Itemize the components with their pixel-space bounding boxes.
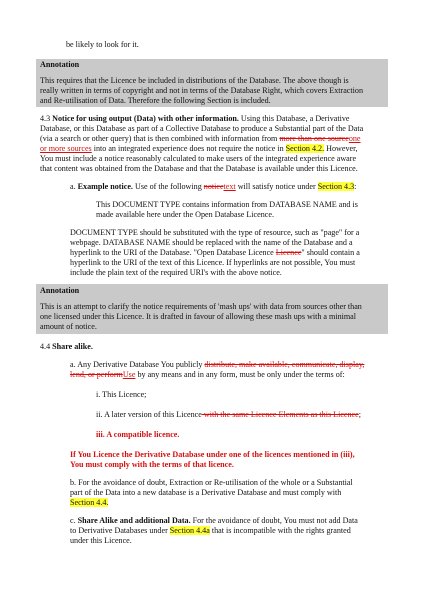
- highlighted-reference[interactable]: Section 4.3: [317, 182, 355, 191]
- section-4-3-line: that content was obtained from the Database and that the Database is available under this Licence.: [40, 164, 358, 173]
- share-alike-c-line: [70, 526, 351, 536]
- section-number: 4.4: [40, 342, 53, 351]
- section-text: hyperlink to the URI of the Database. "Open Database Licence: [70, 248, 276, 257]
- annotation-line: amount of notice.: [40, 322, 97, 331]
- highlighted-reference[interactable]: Section 4.4a: [169, 526, 210, 535]
- section-text: " should contain a: [301, 248, 360, 257]
- inserted-text: or more sources: [40, 144, 92, 153]
- deleted-text: lend, or perform: [70, 370, 123, 379]
- notice-text-line: This DOCUMENT TYPE contains information from DATABASE NAME and is: [96, 200, 358, 209]
- share-alike-c-line: [70, 516, 358, 526]
- inserted-text: Use: [122, 370, 136, 379]
- list-label: c.: [70, 516, 78, 525]
- annotation-line: This is an attempt to clarify the notice requirements of 'mash ups' with data from sources other than: [40, 302, 362, 311]
- list-item-iii: iii. A compatible licence.: [96, 430, 180, 439]
- annotation-line: really written in terms of copyright and not in terms of the Database Right, which covers Extraction: [40, 86, 363, 95]
- section-text: that is incompatible with the rights granted: [209, 526, 351, 535]
- compatible-licence-note: You must comply with the terms of that licence.: [70, 460, 234, 469]
- annotation-line: and Re-utilisation of Data. Therefore the following Section is included.: [40, 96, 271, 105]
- deleted-text: with the same Licence Elements as this Licence: [201, 410, 359, 419]
- section-title: Share alike.: [52, 342, 93, 351]
- section-text: by any means and in any form, must be only under the terms of:: [135, 370, 345, 379]
- section-4-3-line: [40, 134, 361, 144]
- section-title: Share Alike and additional Data.: [77, 516, 191, 525]
- section-text: Using this Database, a Derivative: [238, 114, 350, 123]
- annotation-title: Annotation: [40, 60, 80, 69]
- doc-type-line: [70, 248, 360, 258]
- section-4-3-line: You must include a notice reasonably calculated to make users of the integrated experience aware: [40, 154, 357, 163]
- list-item-ii: [96, 410, 361, 420]
- list-item-i: i. This Licence;: [96, 390, 147, 399]
- example-title: Example notice.: [77, 182, 133, 191]
- section-4-3-line: [40, 114, 349, 124]
- share-alike-a-line: [70, 360, 364, 370]
- example-notice-line: [70, 182, 356, 192]
- deleted-text: Licence: [275, 248, 302, 257]
- share-alike-b-line: b. For the avoidance of doubt, Extraction or Re-utilisation of the whole or a Substantial: [70, 478, 353, 487]
- annotation-line: one licensed under this Licence. It is drafted in favour of allowing these mash ups with a minimal: [40, 312, 357, 321]
- section-text: For the avoidance of doubt, You must not add Data: [190, 516, 358, 525]
- section-text: to Derivative Databases under: [70, 526, 170, 535]
- share-alike-b-line: part of the Data into a new database is a Derivative Database and must comply with: [70, 488, 342, 497]
- doc-type-line: DOCUMENT TYPE should be substituted with the type of resource, such as "page" for a: [70, 228, 360, 237]
- highlighted-reference[interactable]: Section 4.2.: [285, 144, 325, 153]
- section-title: Notice for using output (Data) with other information.: [52, 114, 239, 123]
- share-alike-a-line: [70, 370, 345, 380]
- section-text: will satisfy notice under: [235, 182, 318, 191]
- section-text: ii. A later version of this Licence: [96, 410, 202, 419]
- section-text: Use of the following: [132, 182, 204, 191]
- section-text: (via a search or other query) that is then combined with information from: [40, 134, 280, 143]
- inserted-text: one: [348, 134, 361, 143]
- deleted-text: more than one source: [279, 134, 349, 143]
- section-text: a. Any Derivative Database You publicly: [70, 360, 205, 369]
- paragraph-continuation: be likely to look for it.: [66, 40, 139, 49]
- share-alike-b-line: [70, 498, 108, 508]
- section-4-3-line: [40, 144, 358, 154]
- section-text: ;: [358, 410, 361, 419]
- inserted-text: text: [223, 182, 236, 191]
- section-text: into an integrated experience does not require the notice in: [91, 144, 286, 153]
- highlighted-reference[interactable]: Section 4.4.: [70, 498, 109, 507]
- annotation-line: This requires that the Licence be included in distributions of the Database. The above though is: [40, 76, 349, 85]
- notice-text-line: made available here under the Open Database Licence.: [96, 210, 274, 219]
- doc-type-line: include the plain text of the required URI's with the above notice.: [70, 268, 282, 277]
- section-4-4-heading: [40, 342, 93, 352]
- section-number: 4.3: [40, 114, 53, 123]
- list-label: a.: [70, 182, 78, 191]
- doc-type-line: webpage. DATABASE NAME should be replaced with the name of the Database and a: [70, 238, 353, 247]
- compatible-licence-note: If You Licence the Derivative Database under one of the licences mentioned in (iii),: [70, 450, 355, 459]
- doc-type-line: hyperlink to the URI of the text of this Licence. If hyperlinks are not possible, You must: [70, 258, 356, 267]
- share-alike-c-line: under this Licence.: [70, 536, 132, 545]
- section-text: :: [354, 182, 357, 191]
- section-text: However,: [324, 144, 358, 153]
- annotation-title: Annotation: [40, 286, 80, 295]
- deleted-text: notice: [203, 182, 224, 191]
- deleted-text: distribute, make available, communicate, display,: [204, 360, 365, 369]
- section-4-3-line: Database, or this Database as part of a Collective Database to produce a Substantial part of the Data: [40, 124, 364, 133]
